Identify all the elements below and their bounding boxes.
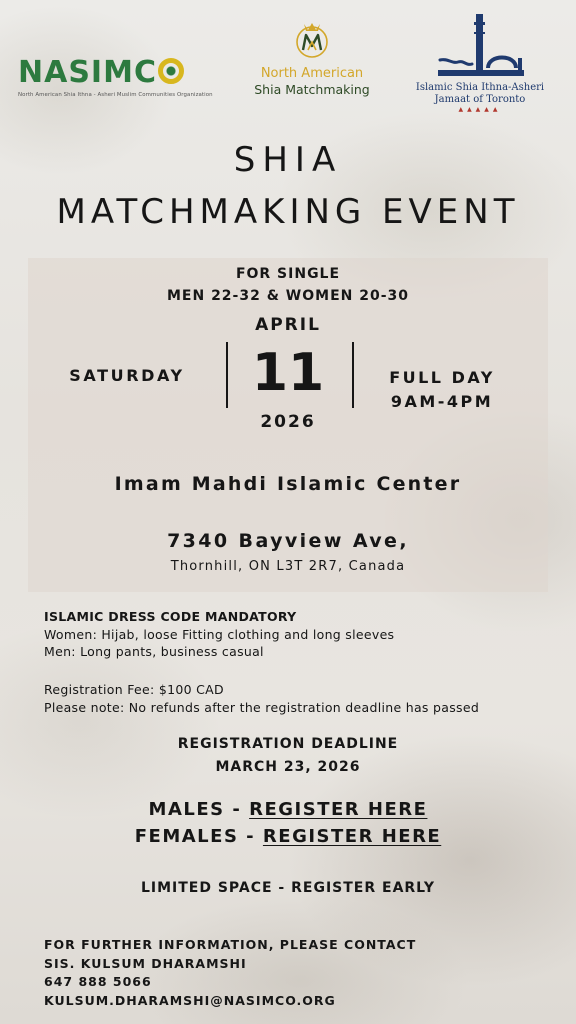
females-register-link[interactable]: REGISTER HERE <box>262 826 442 847</box>
deadline-date: MARCH 23, 2026 <box>215 759 361 775</box>
contact-name: SIS. KULSUM DHARAMSHI <box>44 955 247 971</box>
males-register-link[interactable]: REGISTER HERE <box>249 799 428 820</box>
matchmaking-line1: North American <box>260 66 364 81</box>
jamaat-line1: Islamic Shia Ithna-Asheri <box>415 82 545 93</box>
event-hours: 9AM-4PM <box>390 392 494 411</box>
jamaat-logo <box>408 10 552 114</box>
event-title-line2: MATCHMAKING EVENT <box>56 192 520 232</box>
nasimco-logo <box>18 55 213 98</box>
date-divider-right <box>352 342 354 408</box>
contact-heading: FOR FURTHER INFORMATION, PLEASE CONTACT <box>44 937 417 952</box>
deadline-label: REGISTRATION DEADLINE <box>177 736 399 752</box>
venue-city: Thornhill, ON L3T 2R7, Canada <box>170 559 406 574</box>
matchmaking-logo <box>238 16 386 98</box>
event-month: APRIL <box>255 315 321 335</box>
males-label: MALES - <box>148 799 250 820</box>
nasimco-name: NASIMC <box>18 55 157 90</box>
decorative-dots-icon: ▲▲▲▲▲ <box>458 106 502 113</box>
fee-amount: Registration Fee: $100 CAD <box>44 682 224 697</box>
event-title-line1: SHIA <box>233 140 343 180</box>
event-time <box>368 366 516 414</box>
event-weekday: SATURDAY <box>69 366 185 385</box>
females-registration <box>0 824 576 850</box>
dress-code <box>44 608 544 661</box>
dress-code-women: Women: Hijab, loose Fitting clothing and long sleeves <box>44 626 395 642</box>
venue-name: Imam Mahdi Islamic Center <box>114 473 462 495</box>
jamaat-line2: Jamaat of Toronto <box>434 94 526 105</box>
dress-code-heading: ISLAMIC DRESS CODE MANDATORY <box>44 609 297 624</box>
crowned-monogram-icon <box>289 16 335 62</box>
fee-note: Please note: No refunds after the registration deadline has passed <box>44 699 480 715</box>
eligibility-line2: MEN 22-32 & WOMEN 20-30 <box>166 288 410 304</box>
event-year: 2026 <box>260 412 316 432</box>
minaret-dome-icon <box>430 10 530 82</box>
date-divider-left <box>226 342 228 408</box>
nasimco-tagline: North American Shia Ithna - Asheri Muslim Communities Organization <box>18 92 213 98</box>
nasimco-o-ring-icon <box>158 58 184 84</box>
event-duration: FULL DAY <box>389 368 495 387</box>
limited-space-notice: LIMITED SPACE - REGISTER EARLY <box>140 880 436 896</box>
matchmaking-line2: Shia Matchmaking <box>254 82 370 97</box>
event-day: 11 <box>251 343 325 403</box>
contact-info <box>44 936 544 1010</box>
registration-fee <box>44 681 544 716</box>
females-label: FEMALES - <box>134 826 263 847</box>
venue-street: 7340 Bayview Ave, <box>167 530 409 552</box>
males-registration <box>0 797 576 823</box>
contact-email[interactable]: KULSUM.DHARAMSHI@NASIMCO.ORG <box>44 992 336 1008</box>
contact-phone[interactable]: 647 888 5066 <box>44 974 152 989</box>
eligibility-line1: FOR SINGLE <box>235 266 341 282</box>
dress-code-men: Men: Long pants, business casual <box>44 644 264 659</box>
